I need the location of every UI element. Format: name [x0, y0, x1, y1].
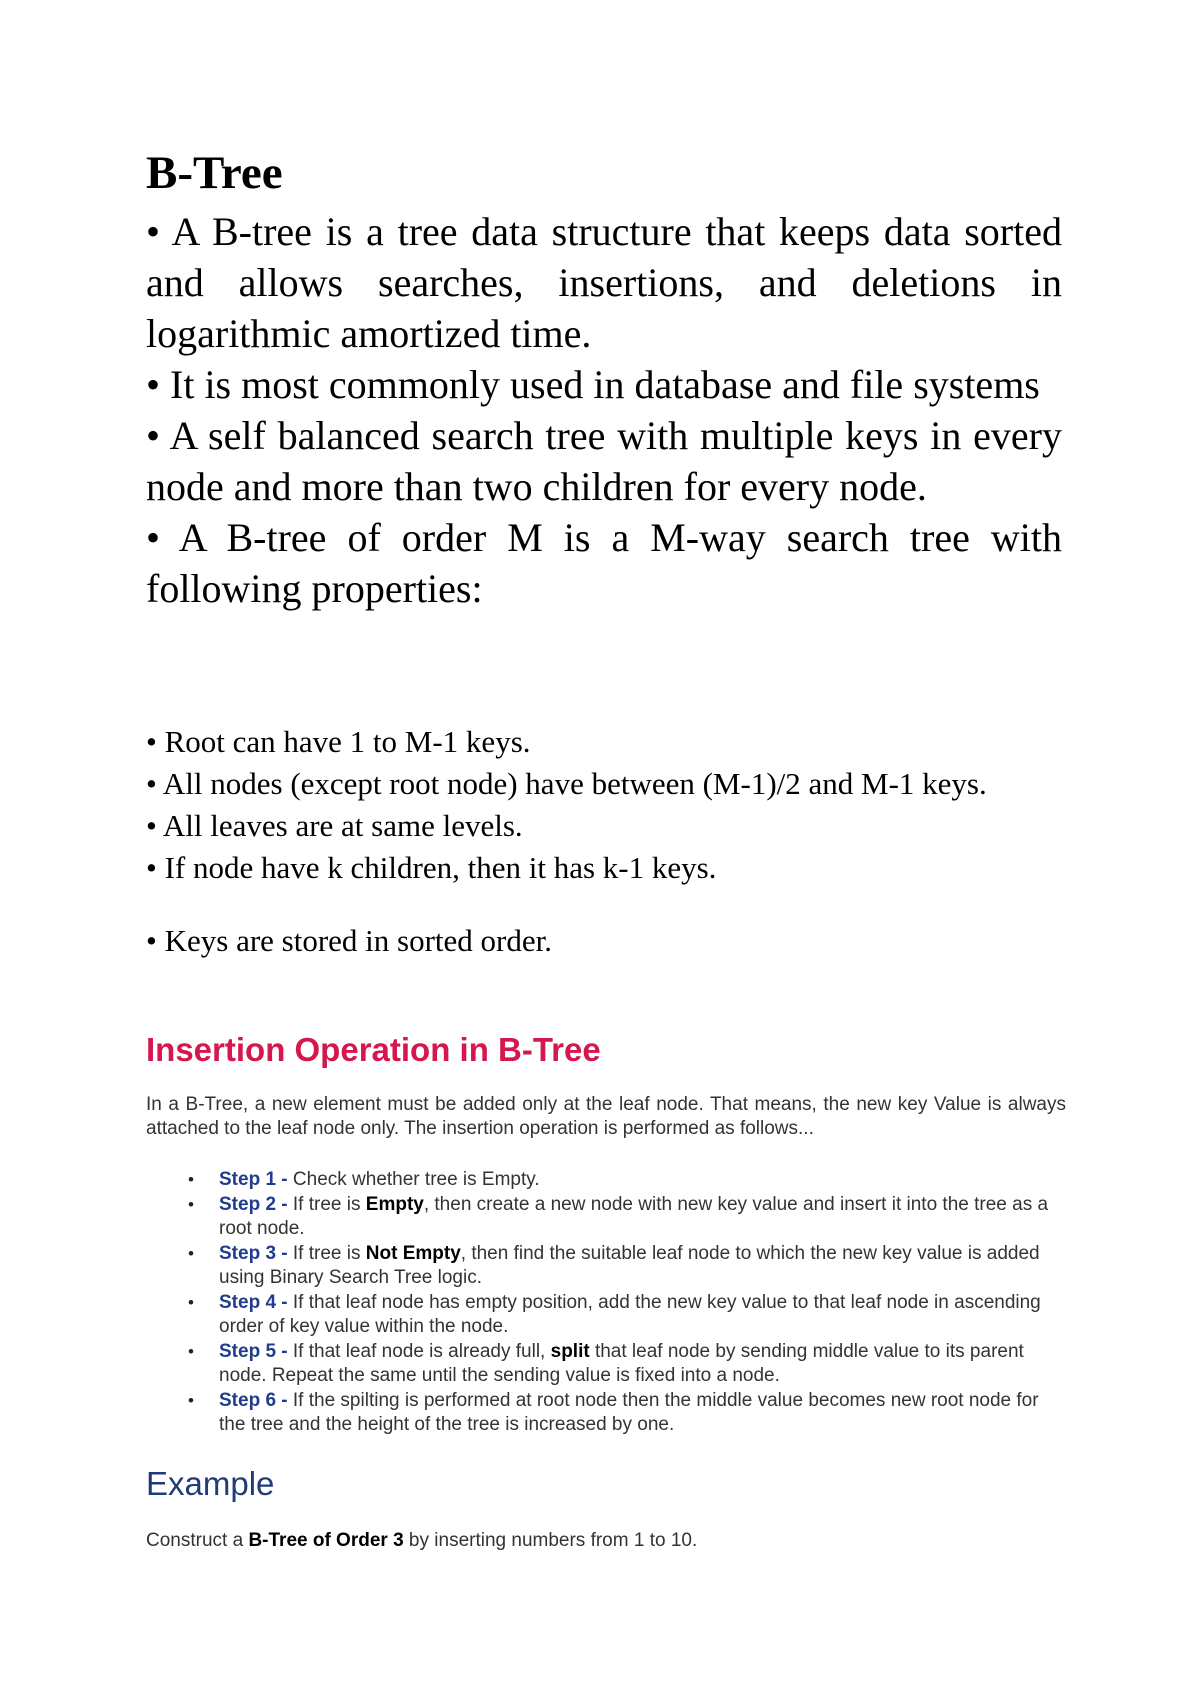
example-text: [146, 1529, 697, 1553]
property-item: • Keys are stored in sorted order.: [146, 923, 552, 958]
property-item: • All leaves are at same levels.: [146, 808, 523, 843]
example-text-before: Construct a: [146, 1530, 249, 1551]
step-label: Step 5 -: [219, 1340, 293, 1362]
step-item: [146, 1242, 1066, 1291]
insertion-heading: Insertion Operation in B-Tree: [146, 1031, 601, 1068]
step-item: [146, 1340, 1066, 1389]
step-emphasis: Not Empty: [365, 1242, 461, 1264]
step-label: Step 4 -: [219, 1291, 293, 1313]
example-text-after: by inserting numbers from 1 to 10.: [403, 1530, 698, 1551]
document-title: B-Tree: [146, 147, 283, 199]
steps-list: [146, 1168, 1066, 1438]
step-emphasis: Empty: [365, 1193, 424, 1215]
bullet-icon: •: [188, 1390, 194, 1410]
main-point: • It is most commonly used in database and file systems: [146, 362, 1040, 407]
example-emphasis: B-Tree of Order 3: [248, 1530, 404, 1551]
bullet-icon: •: [188, 1170, 194, 1189]
step-item: [146, 1291, 1066, 1340]
step-text: , then create a new node with new key value and insert it into the tree as a root node.: [219, 1193, 1049, 1239]
step-emphasis: split: [550, 1340, 590, 1362]
step-text: If that leaf node is already full,: [292, 1340, 551, 1362]
main-point: • A B-tree of order M is a M-way search tree with following properties:: [146, 515, 1062, 611]
main-point: • A B-tree is a tree data structure that keeps data sorted and allows searches, insertions, and deletions in logarithmic amortized time.: [146, 209, 1062, 356]
step-label: Step 1 -: [219, 1169, 293, 1190]
insertion-intro: In a B-Tree, a new element must be added only at the leaf node. That means, the new key Value is always attached to the leaf node only. The insertion operation is performed as follows...: [146, 1094, 1066, 1139]
bullet-icon: •: [188, 1292, 194, 1312]
step-text: If the spilting is performed at root node then the middle value becomes new root node for the tree and the height of the tree is increased by one.: [219, 1389, 1039, 1435]
step-text: Check whether tree is Empty.: [292, 1169, 540, 1190]
property-item: • All nodes (except root node) have between (M-1)/2 and M-1 keys.: [146, 766, 987, 801]
property-item: • Root can have 1 to M-1 keys.: [146, 724, 531, 759]
step-item: [146, 1389, 1066, 1438]
step-text: , then find the suitable leaf node to which the new key value is added using Binary Search Tree logic.: [219, 1242, 1040, 1288]
step-text: that leaf node by sending middle value to its parent node. Repeat the same until the sending value is fixed into a node.: [219, 1340, 1024, 1386]
step-text: If tree is: [292, 1242, 366, 1264]
step-text: If tree is: [292, 1193, 366, 1215]
main-points-list: [146, 206, 1062, 614]
step-item: [146, 1193, 1066, 1242]
property-item: • If node have k children, then it has k-1 keys.: [146, 850, 717, 885]
step-label: Step 6 -: [219, 1389, 293, 1411]
bullet-icon: •: [188, 1194, 194, 1214]
example-heading: Example: [146, 1465, 275, 1502]
bullet-icon: •: [188, 1243, 194, 1263]
bullet-icon: •: [188, 1341, 194, 1361]
step-item: [146, 1168, 1066, 1193]
main-point: • A self balanced search tree with multiple keys in every node and more than two children for every node.: [146, 413, 1062, 509]
properties-list: [146, 721, 1062, 962]
step-label: Step 3 -: [219, 1242, 293, 1264]
step-text: If that leaf node has empty position, add the new key value to that leaf node in ascending order of key value within the node.: [219, 1291, 1041, 1337]
step-label: Step 2 -: [219, 1193, 293, 1215]
